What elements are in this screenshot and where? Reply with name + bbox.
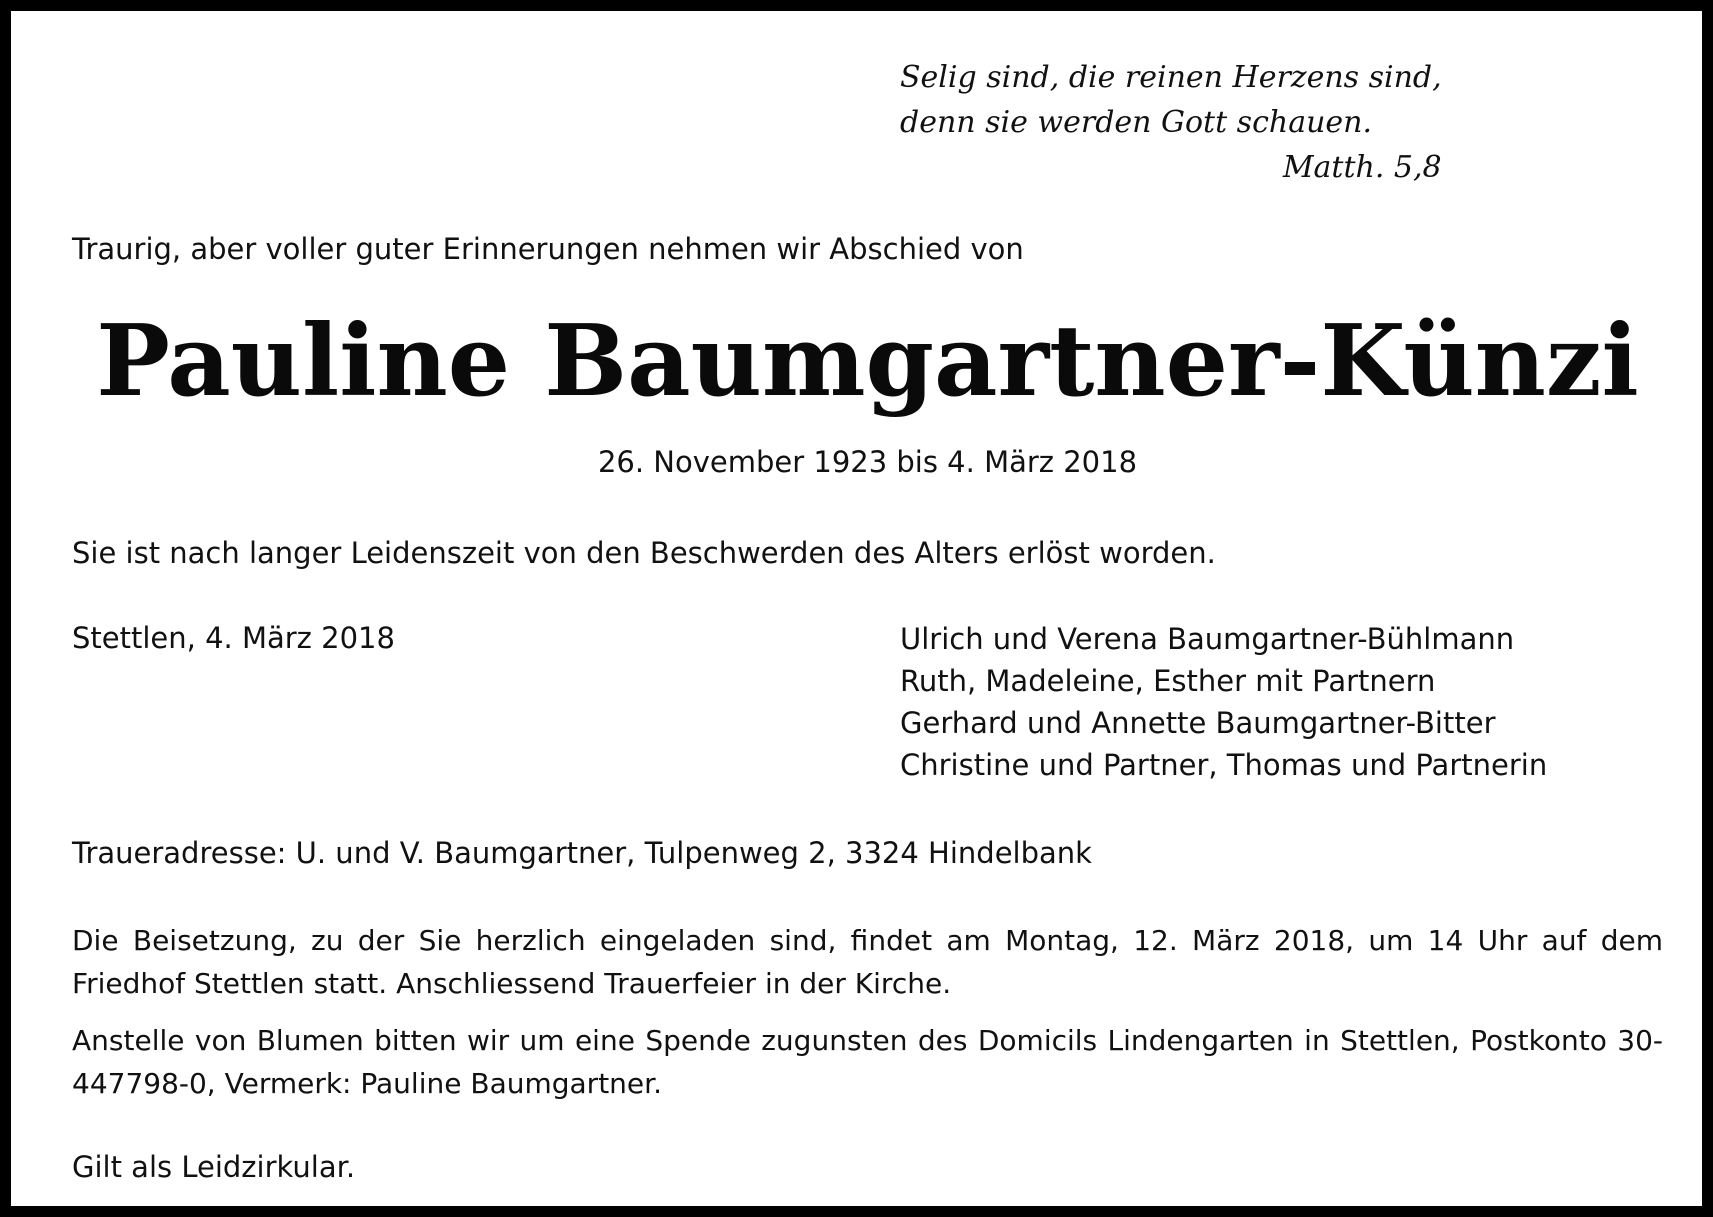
- circular-note: Gilt als Leidzirkular.: [72, 1150, 356, 1184]
- deceased-name: Pauline Baumgartner-Künzi: [96, 304, 1639, 419]
- mourner-line: Gerhard und Annette Baumgartner-Bitter: [900, 706, 1496, 740]
- statement-text: Sie ist nach langer Leidenszeit von den Beschwerden des Alters erlöst worden.: [72, 536, 1216, 570]
- donation-information: Anstelle von Blumen bitten wir um eine Spende zugunsten des Domicils Lindengarten in Stettlen, Postkonto 30-447798-0, Vermerk: Pauline Baumgartner.: [72, 1024, 1663, 1100]
- mourner-line: Ulrich und Verena Baumgartner-Bühlmann: [900, 622, 1515, 656]
- bible-verse-reference: Matth. 5,8: [1282, 150, 1442, 185]
- burial-information: Die Beisetzung, zu der Sie herzlich eingeladen sind, findet am Montag, 12. März 2018, um 14 Uhr auf dem Friedhof Stettlen statt. Anschliessend Trauerfeier in der Kirche.: [72, 924, 1663, 1000]
- intro-text: Traurig, aber voller guter Erinnerungen nehmen wir Abschied von: [72, 232, 1024, 266]
- mourning-address: Traueradresse: U. und V. Baumgartner, Tulpenweg 2, 3324 Hindelbank: [72, 836, 1092, 870]
- mourners-list: [900, 618, 1547, 786]
- place-and-date: Stettlen, 4. März 2018: [72, 621, 395, 655]
- mourner-line: Ruth, Madeleine, Esther mit Partnern: [900, 664, 1436, 698]
- life-dates: 26. November 1923 bis 4. März 2018: [597, 445, 1138, 479]
- bible-verse: [900, 55, 1442, 190]
- bible-verse-line-2: denn sie werden Gott schauen.: [900, 105, 1373, 140]
- bible-verse-line-1: Selig sind, die reinen Herzens sind,: [900, 60, 1442, 95]
- mourner-line: Christine und Partner, Thomas und Partnerin: [900, 748, 1548, 782]
